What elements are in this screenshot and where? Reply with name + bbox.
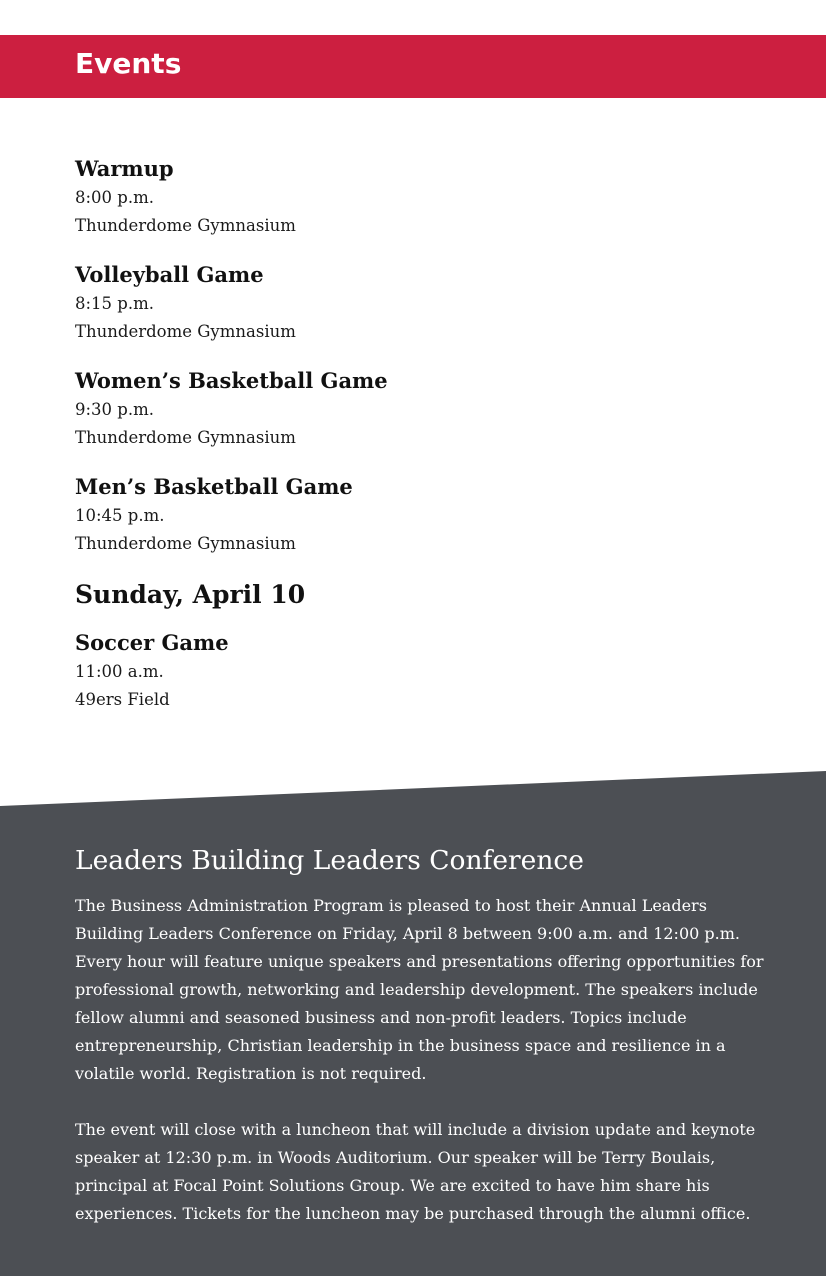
event-item — [75, 154, 755, 240]
event-time: 10:45 p.m. — [75, 506, 165, 525]
event-time: 8:00 p.m. — [75, 188, 154, 207]
day-heading-sunday: Sunday, April 10 — [75, 580, 306, 609]
event-time: 9:30 p.m. — [75, 400, 154, 419]
event-location: Thunderdome Gymnasium — [75, 216, 296, 235]
event-location: Thunderdome Gymnasium — [75, 534, 296, 553]
conference-title: Leaders Building Leaders Conference — [75, 845, 584, 876]
events-list — [75, 154, 755, 734]
conference-paragraph: The event will close with a luncheon that will include a division update and keynote speaker at 12:30 p.m. in Woods Auditorium. Our speaker will be Terry Boulais, principal at Focal Point Solutions Group. We are excited to have him share his experiences. Tickets for the luncheon may be purchased through the alumni office. — [75, 1120, 756, 1223]
conference-paragraph: The Business Administration Program is pleased to host their Annual Leaders Building Leaders Conference on Friday, April 8 between 9:00 a.m. and 12:00 p.m. Every hour will feature unique speakers and presentations offering opportunities for professional growth, networking and leadership development. The speakers include fellow alumni and seasoned business and non-profit leaders. Topics include entrepreneurship, Christian leadership in the business space and resilience in a volatile world. Registration is not required. — [75, 896, 764, 1083]
event-item — [75, 366, 755, 452]
event-title: Volleyball Game — [75, 262, 264, 287]
event-item — [75, 472, 755, 558]
event-title: Men’s Basketball Game — [75, 474, 353, 499]
event-time: 11:00 a.m. — [75, 662, 164, 681]
event-location: Thunderdome Gymnasium — [75, 428, 296, 447]
event-location: Thunderdome Gymnasium — [75, 322, 296, 341]
event-title: Soccer Game — [75, 630, 229, 655]
event-item — [75, 628, 755, 714]
events-banner — [0, 35, 826, 98]
event-title: Warmup — [75, 156, 174, 181]
conference-section — [75, 842, 775, 1256]
banner-title: Events — [75, 47, 182, 80]
event-title: Women’s Basketball Game — [75, 368, 388, 393]
event-time: 8:15 p.m. — [75, 294, 154, 313]
event-item — [75, 260, 755, 346]
event-location: 49ers Field — [75, 690, 170, 709]
